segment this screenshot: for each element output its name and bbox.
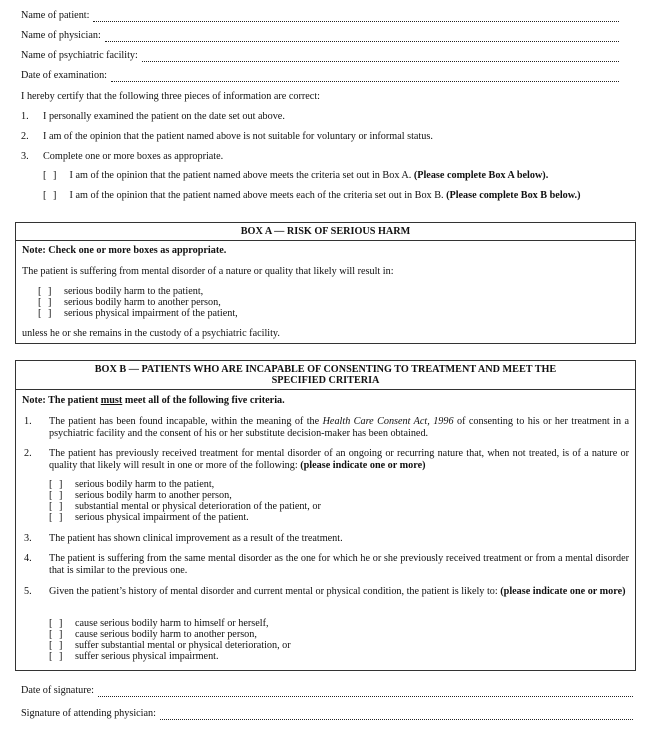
exam-date-field[interactable] — [111, 70, 619, 82]
box-a-checkbox-1[interactable]: [ ] — [38, 286, 54, 297]
box-b-note-prefix: Note: The patient — [22, 395, 101, 406]
box-a-note: Note: Check one or more boxes as appropriate. — [22, 245, 227, 256]
criterion-2-option-3-label: substantial mental or physical deterioration of the patient, or — [75, 501, 321, 512]
signature-row — [21, 706, 633, 720]
exam-date-label: Date of examination: — [21, 69, 107, 81]
item-3-number: 3. — [21, 151, 29, 162]
criterion-2-option-2-label: serious bodily harm to another person, — [75, 490, 232, 501]
box-a-option-text: I am of the opinion that the patient named above meets the criteria set out in Box A. — [69, 170, 412, 181]
criterion-4-number: 4. — [24, 553, 32, 564]
box-a-option-instruction: (Please complete Box A below). — [413, 170, 549, 181]
box-b-title-line-2: SPECIFIED CRITERIA — [271, 375, 380, 386]
signature-date-label: Date of signature: — [21, 684, 94, 696]
criterion-2-text-body: The patient has previously received treatment for mental disorder of an ongoing or recurring nature that, when not treated, is of a nature or quality that likely will result in one or more of the following: — [49, 448, 629, 472]
criterion-5-checkbox-3[interactable]: [ ] — [49, 640, 65, 651]
certify-intro: I hereby certify that the following three pieces of information are correct: — [21, 91, 320, 102]
box-b-note — [22, 395, 285, 407]
physician-name-label: Name of physician: — [21, 29, 101, 41]
box-a-option-checkbox[interactable]: [ ] — [43, 170, 59, 181]
criterion-2-checkbox-1[interactable]: [ ] — [49, 479, 65, 490]
box-a — [15, 222, 636, 344]
box-b-option-instruction: (Please complete Box B below.) — [446, 190, 581, 201]
signature-date-field[interactable] — [98, 685, 633, 697]
criterion-2-number: 2. — [24, 448, 32, 459]
item-2-number: 2. — [21, 131, 29, 142]
box-a-option-row — [43, 170, 548, 182]
criterion-4-text: The patient is suffering from the same mental disorder as the one for which he or she previously received treatment or from a mental disorder that is similar to the previous one. — [49, 553, 629, 577]
box-b-option-checkbox[interactable]: [ ] — [43, 190, 59, 201]
criterion-5-checkbox-4[interactable]: [ ] — [49, 651, 65, 662]
criterion-5-number: 5. — [24, 586, 32, 597]
patient-name-field[interactable] — [93, 10, 619, 22]
criterion-5-text — [49, 586, 629, 598]
box-b-title-line-1: BOX B — PATIENTS WHO ARE INCAPABLE OF CONSENTING TO TREATMENT AND MEET THE — [94, 364, 557, 375]
facility-name-label: Name of psychiatric facility: — [21, 49, 138, 61]
criterion-5-option-2-label: cause serious bodily harm to another person, — [75, 629, 257, 640]
criterion-2-option-1-label: serious bodily harm to the patient, — [75, 479, 215, 490]
signature-label: Signature of attending physician: — [21, 707, 156, 719]
box-b-option-row — [43, 190, 581, 202]
criterion-1-number: 1. — [24, 416, 32, 427]
box-a-option-3-label: serious physical impairment of the patient, — [64, 308, 238, 319]
criterion-5-option-3-label: suffer substantial mental or physical deterioration, or — [75, 640, 291, 651]
box-b — [15, 360, 636, 671]
facility-name-row — [21, 48, 619, 62]
box-b-note-suffix: meet all of the following five criteria. — [122, 395, 285, 406]
item-1-number: 1. — [21, 111, 29, 122]
box-b-title-divider — [16, 389, 635, 390]
criterion-1-text-prefix: The patient has been found incapable, within the meaning of the — [49, 416, 323, 427]
box-a-option-2-label: serious bodily harm to another person, — [64, 297, 221, 308]
item-3-text: Complete one or more boxes as appropriate. — [43, 151, 224, 162]
physician-name-row — [21, 28, 619, 42]
criterion-2-checkbox-4[interactable]: [ ] — [49, 512, 65, 523]
criterion-2-text — [49, 448, 629, 473]
criterion-3-number: 3. — [24, 533, 32, 544]
box-a-checkbox-3[interactable]: [ ] — [38, 308, 54, 319]
criterion-2-instruction: (please indicate one or more) — [300, 460, 426, 472]
criterion-3-text: The patient has shown clinical improvement as a result of the treatment. — [49, 533, 343, 544]
patient-name-label: Name of patient: — [21, 9, 90, 21]
criterion-1-text-suffix: of consenting to his or her treatment in a psychiatric facility and the consent of his or her substitute decision-maker has been obtained. — [49, 416, 629, 440]
box-a-title: BOX A — RISK OF SERIOUS HARM — [240, 226, 411, 237]
signature-date-row — [21, 683, 633, 697]
criterion-5-instruction: (please indicate one or more) — [500, 586, 626, 597]
box-b-option-text: I am of the opinion that the patient named above meets each of the criteria set out in Box B. — [69, 190, 444, 201]
criterion-5-option-4-label: suffer serious physical impairment. — [75, 651, 219, 662]
patient-name-row — [21, 8, 619, 22]
criterion-2-checkbox-3[interactable]: [ ] — [49, 501, 65, 512]
criterion-5-option-1-label: cause serious bodily harm to himself or herself, — [75, 618, 269, 629]
physician-name-field[interactable] — [105, 30, 619, 42]
criterion-5-checkbox-1[interactable]: [ ] — [49, 618, 65, 629]
exam-date-row — [21, 68, 619, 82]
box-a-option-1-label: serious bodily harm to the patient, — [64, 286, 204, 297]
criterion-2-checkbox-2[interactable]: [ ] — [49, 490, 65, 501]
criterion-5-text-body: Given the patient’s history of mental disorder and current mental or physical condition, the patient is likely to: — [49, 586, 498, 597]
criterion-1-act: Health Care Consent Act, 1996 — [322, 416, 454, 427]
box-a-checkbox-2[interactable]: [ ] — [38, 297, 54, 308]
item-2-text: I am of the opinion that the patient named above is not suitable for voluntary or informal status. — [43, 131, 433, 142]
criterion-5-checkbox-2[interactable]: [ ] — [49, 629, 65, 640]
box-a-title-divider — [16, 240, 635, 241]
box-a-intro: The patient is suffering from mental disorder of a nature or quality that likely will result in: — [22, 266, 394, 277]
box-b-note-must: must — [100, 395, 123, 406]
facility-name-field[interactable] — [142, 50, 619, 62]
criterion-2-option-4-label: serious physical impairment of the patient. — [75, 512, 249, 523]
item-1-text: I personally examined the patient on the date set out above. — [43, 111, 285, 122]
box-a-closing: unless he or she remains in the custody of a psychiatric facility. — [22, 328, 280, 339]
signature-field[interactable] — [160, 708, 633, 720]
criterion-1-text — [49, 416, 629, 441]
